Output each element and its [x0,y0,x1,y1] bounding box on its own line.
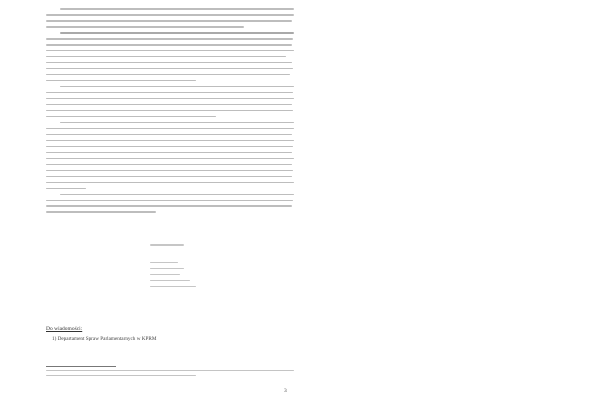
distribution-heading: Do wiadomości: [46,326,83,332]
paragraph [46,194,296,214]
footnote [46,370,296,379]
paragraph [46,86,296,118]
paragraph [46,32,296,81]
paragraph [46,8,296,28]
footnote-separator [46,366,116,367]
distribution-item: 1) Departament Spraw Parlamentarnych w KPRM [52,336,157,342]
signature-block [150,244,270,292]
paragraph [46,122,296,189]
page-number: 3 [284,388,287,394]
body-text [46,8,296,217]
